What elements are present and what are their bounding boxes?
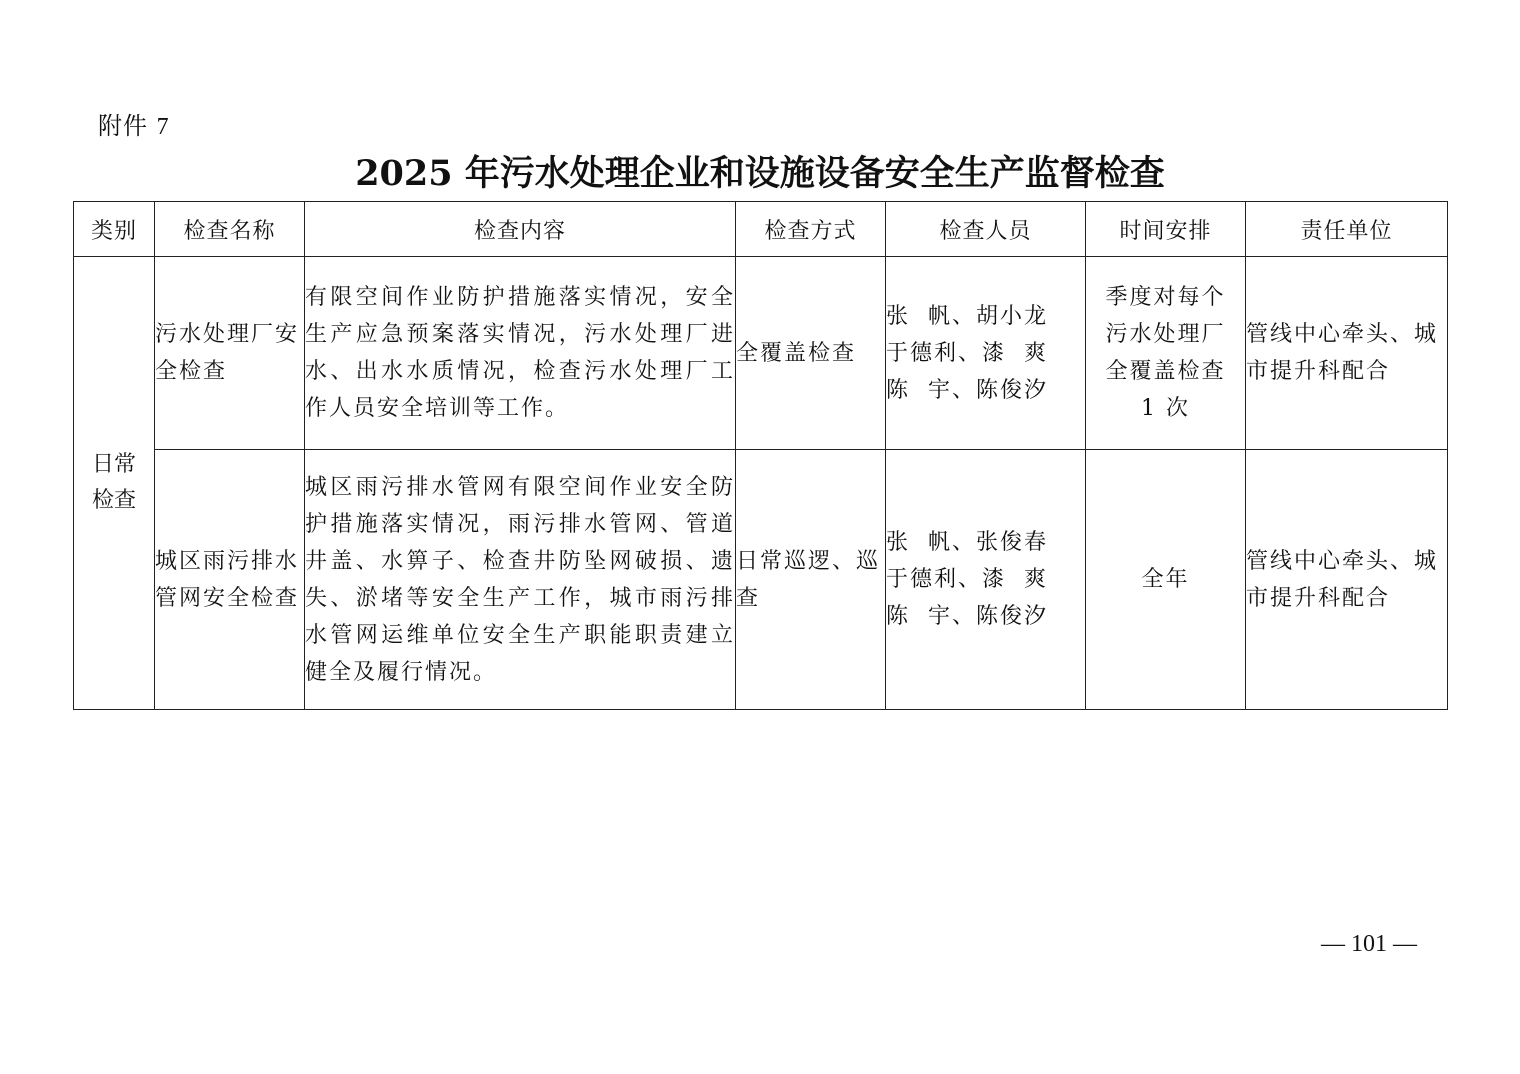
category-line: 日常 <box>91 452 136 477</box>
header-schedule: 时间安排 <box>1086 202 1246 257</box>
schedule-line: 1 次 <box>1141 396 1190 421</box>
responsible-unit-cell: 管线中心牵头、城市提升科配合 <box>1246 450 1448 710</box>
inspector-line: 张 帆、胡小龙 <box>886 303 1048 329</box>
header-category: 类别 <box>74 202 155 257</box>
header-inspectors: 检查人员 <box>886 202 1086 257</box>
check-method-cell: 日常巡逻、巡查 <box>736 450 886 710</box>
inspectors-cell <box>886 257 1086 450</box>
document-title: 2025 年污水处理企业和设施设备安全生产监督检查 <box>355 153 1165 194</box>
inspector-line: 于德利、漆 爽 <box>886 567 1048 592</box>
table-row <box>74 450 1448 710</box>
responsible-unit-cell: 管线中心牵头、城市提升科配合 <box>1246 257 1448 450</box>
attachment-label <box>98 106 170 141</box>
schedule-line: 全年 <box>1141 567 1190 592</box>
check-content-cell: 城区雨污排水管网有限空间作业安全防护措施落实情况，雨污排水管网、管道井盖、水箅子、检查井防坠网破损、遗失、淤堵等安全生产工作，城市雨污排水管网运维单位安全生产职能职责建立健全及履行情况。 <box>305 450 736 710</box>
check-method-cell: 全覆盖检查 <box>736 257 886 450</box>
schedule-cell <box>1086 257 1246 450</box>
table-header-row <box>74 202 1448 257</box>
inspector-line: 陈 宇、陈俊汐 <box>886 377 1048 403</box>
inspector-line: 张 帆、张俊春 <box>886 530 1048 555</box>
attachment-text: 附件 <box>98 112 148 140</box>
attachment-number: 7 <box>156 114 170 140</box>
inspection-table <box>73 201 1448 710</box>
check-name-cell: 污水处理厂安全检查 <box>155 257 305 450</box>
schedule-cell <box>1086 450 1246 710</box>
inspectors-cell <box>886 450 1086 710</box>
schedule-line: 全覆盖检查 <box>1105 359 1226 384</box>
check-content-cell: 有限空间作业防护措施落实情况，安全生产应急预案落实情况，污水处理厂进水、出水水质情况，检查污水处理厂工作人员安全培训等工作。 <box>305 257 736 450</box>
header-check-method: 检查方式 <box>736 202 886 257</box>
inspector-line: 陈 宇、陈俊汐 <box>886 604 1048 629</box>
category-cell <box>74 257 155 710</box>
header-check-name: 检查名称 <box>155 202 305 257</box>
schedule-line: 季度对每个 <box>1105 285 1226 310</box>
check-name-cell: 城区雨污排水管网安全检查 <box>155 450 305 710</box>
schedule-line: 污水处理厂 <box>1105 322 1226 347</box>
category-line: 检查 <box>91 488 136 513</box>
inspector-line: 于德利、漆 爽 <box>886 340 1048 366</box>
header-check-content: 检查内容 <box>305 202 736 257</box>
header-responsible-unit: 责任单位 <box>1246 202 1448 257</box>
table-row <box>74 257 1448 450</box>
page-number: — 101 — <box>1321 931 1417 957</box>
